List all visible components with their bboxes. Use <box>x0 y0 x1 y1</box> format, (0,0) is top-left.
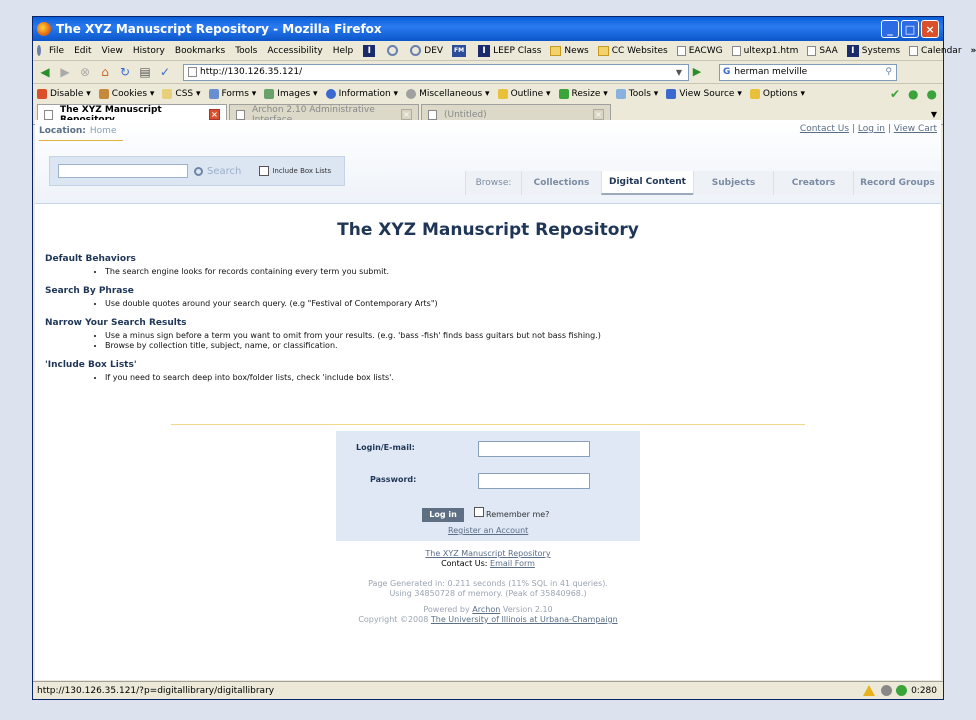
wd-options[interactable]: Options ▾ <box>750 89 805 99</box>
page-icon <box>909 46 918 56</box>
menu-bar <box>33 41 976 61</box>
page-icon <box>236 110 245 120</box>
wd-label: Options <box>762 88 798 99</box>
validation-ok-icon[interactable]: ● <box>926 86 937 101</box>
i-logo-icon: I <box>478 45 490 57</box>
login-email-field[interactable] <box>478 441 590 457</box>
tab-list-chevron-icon[interactable]: ▼ <box>930 110 937 119</box>
search-button[interactable] <box>194 166 241 177</box>
validation-ok-icon[interactable]: ✔ <box>889 86 901 101</box>
list-item: • The search engine looks for records containing every term you submit. <box>105 267 931 276</box>
back-arrow-icon[interactable]: ◀ <box>40 65 50 79</box>
page-generated-text: Page Generated in: 0.211 seconds (11% SQL in 41 queries). <box>368 579 608 588</box>
status-url: http://130.126.35.121/?p=digitallibrary/digitallibrary <box>37 685 275 696</box>
bookmark-label: LEEP Class <box>493 45 542 56</box>
circle-icon <box>410 45 421 56</box>
wd-label: CSS <box>175 88 194 99</box>
search-icon <box>194 167 203 176</box>
i-logo-icon: I <box>847 45 859 57</box>
status-ok-icon[interactable] <box>896 685 907 696</box>
page-icon <box>732 46 741 56</box>
version-text: Version 2.10 <box>502 605 553 614</box>
section-heading: Narrow Your Search Results <box>45 318 187 328</box>
wd-miscellaneous[interactable]: Miscellaneous ▾ <box>406 89 490 99</box>
warning-icon[interactable] <box>863 685 875 696</box>
title-bar <box>33 17 943 41</box>
tab-label: The XYZ Manuscript <box>60 104 162 115</box>
location-breadcrumb <box>39 126 116 136</box>
tab-label: (Untitled) <box>444 109 487 120</box>
status-icon[interactable] <box>881 685 892 696</box>
miscellaneous-icon <box>406 89 416 99</box>
menu-file[interactable]: File <box>49 45 65 56</box>
bookmark-label: EACWG <box>688 45 723 56</box>
cookies-icon <box>99 89 109 99</box>
search-engine-icon[interactable]: G <box>723 67 731 77</box>
login-label: Login/E-mail: <box>356 443 415 452</box>
bookmarks-overflow-button[interactable]: » <box>970 45 976 56</box>
section-heading: 'Include Box Lists' <box>45 360 137 370</box>
bookmark-label: SAA <box>819 45 838 56</box>
url-bar[interactable] <box>183 64 689 81</box>
page-title: The XYZ Manuscript Repository <box>337 220 639 240</box>
menu-accessibility[interactable]: Accessibility <box>267 45 323 56</box>
stop-icon[interactable]: ⊗ <box>79 65 91 79</box>
page-icon <box>677 46 686 56</box>
menu-tools[interactable]: Tools <box>235 45 258 56</box>
wd-label: Information <box>338 88 391 99</box>
log-in-link[interactable]: Log in <box>857 124 885 134</box>
section-heading: Search By Phrase <box>45 286 134 296</box>
help-section <box>45 318 931 350</box>
status-indicators <box>863 685 937 696</box>
wd-disable[interactable]: Disable ▾ <box>37 89 91 99</box>
site-search-input[interactable] <box>58 164 188 178</box>
chevron-down-icon[interactable]: ▼ <box>675 67 682 77</box>
tab-subjects[interactable]: Subjects <box>693 171 773 195</box>
css-icon <box>162 89 172 99</box>
remember-me-checkbox[interactable] <box>474 507 484 517</box>
bookmark-item[interactable] <box>363 45 378 57</box>
wd-tools[interactable]: Tools ▾ <box>616 89 659 99</box>
firefox-icon <box>37 22 51 36</box>
menu-bookmarks[interactable]: Bookmarks <box>174 45 226 56</box>
forms-icon <box>209 89 219 99</box>
validation-ok-icon[interactable]: ● <box>908 86 919 101</box>
url-text: http://130.126.35.121/ <box>200 67 303 77</box>
page-icon <box>44 110 53 120</box>
main-content <box>35 220 941 625</box>
memory-usage-text: Using 34850728 of memory. (Peak of 35840968.) <box>389 589 587 598</box>
powered-by-label: Powered by <box>423 605 470 614</box>
location-home-link[interactable]: Home <box>89 126 117 136</box>
web-developer-toolbar <box>33 83 943 103</box>
top-links: Contact Us | Log in | View Cart <box>799 124 937 134</box>
bookmark-item[interactable] <box>387 45 401 56</box>
archon-link[interactable]: Archon <box>472 605 501 614</box>
bookmark-item[interactable] <box>732 46 799 56</box>
wd-forms[interactable]: Forms ▾ <box>209 89 257 99</box>
tab-creators[interactable]: Creators <box>773 171 853 195</box>
options-icon <box>750 89 760 99</box>
bookmark-item[interactable] <box>452 45 469 57</box>
minimize-button[interactable]: _ <box>881 20 899 38</box>
wd-label: Forms <box>221 88 249 99</box>
bookmark-label: DEV <box>424 45 444 56</box>
window-title: The XYZ Manuscript Repository - Mozilla Firefox <box>56 22 382 36</box>
bookmark-item[interactable] <box>807 46 837 56</box>
page-icon <box>428 110 437 120</box>
include-box-lists-label: Include Box Lists <box>272 167 332 175</box>
log-in-button[interactable]: Log in <box>422 508 464 522</box>
help-section <box>45 360 931 382</box>
circle-icon <box>387 45 398 56</box>
wd-label: Resize <box>571 88 601 99</box>
site-header <box>35 120 941 204</box>
tools-icon <box>616 89 626 99</box>
include-box-lists-checkbox[interactable] <box>259 166 269 176</box>
outline-icon <box>498 89 508 99</box>
bookmark-item[interactable] <box>478 45 541 57</box>
search-button-label: Search <box>207 165 242 177</box>
bookmark-label: ultexp1.htm <box>743 45 799 56</box>
disable-icon <box>37 89 47 99</box>
location-label: Location: <box>39 126 86 136</box>
wd-label: Miscellaneous <box>419 88 483 99</box>
help-section <box>45 286 931 308</box>
list-item: • Use double quotes around your search query. (e.g "Festival of Contemporary Arts") <box>105 299 931 308</box>
location-underline <box>39 140 123 141</box>
password-field[interactable] <box>478 473 590 489</box>
tab-collections[interactable]: Collections <box>521 171 601 195</box>
i-logo-icon: I <box>363 45 375 57</box>
close-tab-icon[interactable]: × <box>401 109 412 120</box>
menu-history[interactable]: History <box>132 45 165 56</box>
menu-edit[interactable]: Edit <box>74 45 92 56</box>
wd-label: Images <box>277 88 311 99</box>
throbber-icon <box>37 45 41 56</box>
help-section <box>45 254 931 276</box>
images-icon <box>264 89 274 99</box>
tab-digital-content[interactable]: Digital Content <box>601 171 693 195</box>
go-arrow-icon[interactable]: ▶ <box>692 65 702 78</box>
bookmark-item[interactable] <box>677 46 723 56</box>
folder-icon <box>550 46 561 56</box>
wd-label: Disable <box>50 88 84 99</box>
bookmark-label: Systems <box>861 45 901 56</box>
tab-record-groups[interactable]: Record Groups <box>853 171 941 195</box>
forward-arrow-icon[interactable]: ▶ <box>60 65 70 79</box>
maximize-button[interactable]: □ <box>901 20 919 38</box>
wd-outline[interactable]: Outline ▾ <box>498 89 551 99</box>
wd-label: Outline <box>510 88 544 99</box>
home-icon[interactable]: ⌂ <box>101 65 109 79</box>
wd-cookies[interactable]: Cookies ▾ <box>99 89 155 99</box>
divider <box>171 424 805 425</box>
login-form <box>336 431 640 541</box>
page-content <box>35 120 941 680</box>
close-button[interactable]: × <box>921 20 939 38</box>
tab-label: Archon 2.10 Administrative <box>252 104 375 115</box>
bookmark-item[interactable] <box>410 45 443 56</box>
resize-icon <box>559 89 569 99</box>
fm-icon: FM <box>452 45 466 57</box>
list-item: • Use a minus sign before a term you want to omit from your results. (e.g. 'bass -fish' finds bass guitars but not bass fishing.) <box>105 331 931 340</box>
load-time: 0:280 <box>911 685 937 696</box>
print-icon[interactable]: ▤ <box>139 65 151 79</box>
section-heading: Default Behaviors <box>45 254 136 264</box>
close-tab-icon[interactable]: × <box>209 109 220 120</box>
bookmark-item[interactable] <box>909 46 961 56</box>
browse-tabs <box>465 171 941 195</box>
bookmark-item[interactable] <box>550 46 588 56</box>
bookmark-item[interactable] <box>847 45 900 57</box>
register-account-link[interactable]: Register an Account <box>448 526 529 535</box>
close-tab-icon[interactable]: × <box>593 109 604 120</box>
password-label: Password: <box>370 475 417 484</box>
list-item: • Browse by collection title, subject, name, or classification. <box>105 341 931 350</box>
web-search-value: herman melville <box>734 67 808 77</box>
view-source-icon <box>666 89 676 99</box>
menu-view[interactable]: View <box>101 45 123 56</box>
wd-view-source[interactable]: View Source ▾ <box>666 89 742 99</box>
wd-information[interactable]: Information ▾ <box>326 89 399 99</box>
information-icon <box>326 89 336 99</box>
wd-label: View Source <box>679 88 735 99</box>
remember-me-label: Remember me? <box>486 510 550 519</box>
wd-images[interactable]: Images ▾ <box>264 89 317 99</box>
reload-icon[interactable]: ↻ <box>119 65 131 79</box>
view-cart-link[interactable]: View Cart <box>893 124 937 134</box>
menu-help[interactable]: Help <box>332 45 354 56</box>
web-search-input[interactable] <box>719 64 897 81</box>
bookmark-label: News <box>564 45 589 56</box>
checkmark-icon[interactable]: ✓ <box>159 65 171 79</box>
folder-icon <box>598 46 609 56</box>
page-icon <box>807 46 816 56</box>
browse-label: Browse: <box>465 171 521 195</box>
repository-link[interactable]: The XYZ Manuscript Repository <box>425 549 551 558</box>
wd-label: Tools <box>628 88 651 99</box>
navigation-toolbar <box>33 61 943 83</box>
list-item: • If you need to search deep into box/folder lists, check 'include box lists'. <box>105 373 931 382</box>
search-icon[interactable]: ⚲ <box>885 67 892 77</box>
contact-us-link[interactable]: Contact Us <box>799 124 850 134</box>
bookmark-item[interactable] <box>598 46 668 56</box>
browser-window <box>32 16 976 700</box>
page-icon <box>188 67 197 77</box>
bookmark-label: CC Websites <box>611 45 668 56</box>
page-footer <box>45 549 931 625</box>
wd-label: Cookies <box>111 88 148 99</box>
bookmark-label: Calendar <box>921 45 962 56</box>
copyright-text: Copyright ©2008 <box>358 615 429 624</box>
email-form-link[interactable]: Email Form <box>490 559 535 568</box>
wd-resize[interactable]: Resize ▾ <box>559 89 608 99</box>
search-panel <box>49 156 345 186</box>
status-bar <box>33 681 943 699</box>
university-link[interactable]: The University of Illinois at Urbana-Champaign <box>430 615 618 624</box>
contact-label: Contact Us: <box>441 559 488 568</box>
wd-css[interactable]: CSS ▾ <box>162 89 200 99</box>
